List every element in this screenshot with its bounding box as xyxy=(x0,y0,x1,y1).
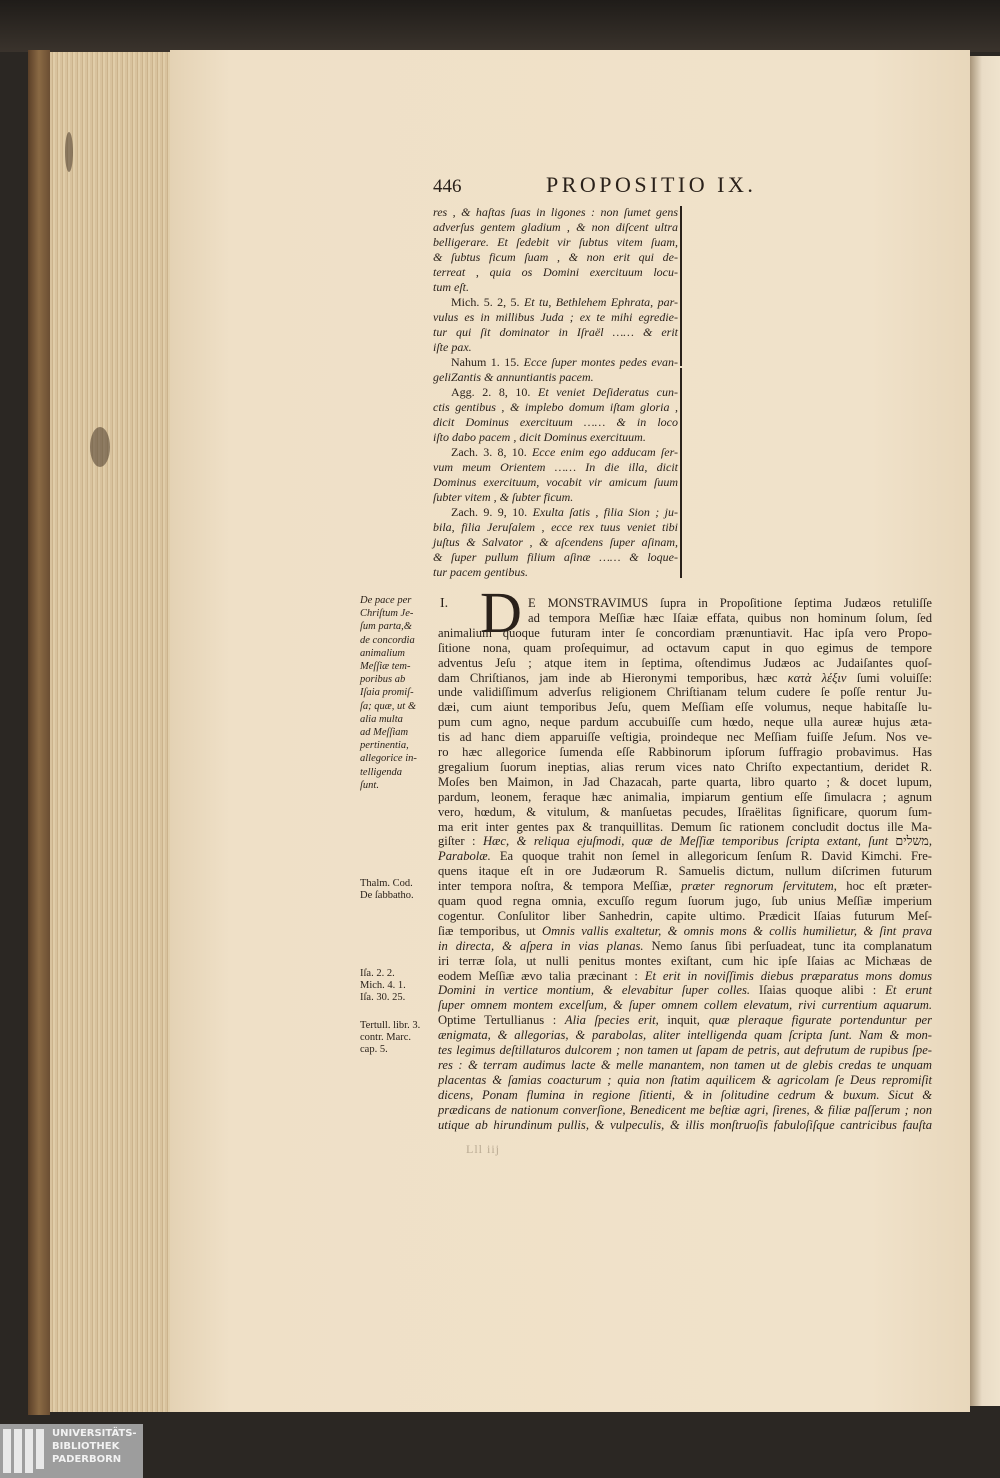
margin-note-line: cap. 5. xyxy=(360,1044,388,1055)
text-line xyxy=(438,834,932,849)
roman-text: ſiæ temporibus, ut xyxy=(438,923,542,938)
roman-text: eodem Meſſiæ ævo talia præcinant : xyxy=(438,968,645,983)
italic-text: iſto dabo pacem , dicit Dominus exercituum. xyxy=(433,430,646,444)
margin-note-line: contr. Marc. xyxy=(360,1032,412,1043)
italic-text: ænigmata, & allegorias, & parabolas, aliter intelligenda quam ſcripta ſunt. Nam & mon- xyxy=(438,1028,932,1043)
facing-page-edge xyxy=(970,56,1000,1406)
margin-note-line: Iſaia promiſ- xyxy=(360,687,414,699)
text-line xyxy=(438,820,932,835)
roman-text: tis ad hanc diem apparuiſſe veſtigia, proindeque nec Meſſiam fuiſſe Jeſum. Nos ve- xyxy=(438,730,932,745)
logo-text: PADERBORN xyxy=(52,1454,122,1465)
margin-note-line: ſa; quæ, ut & xyxy=(360,700,417,712)
text-line xyxy=(433,520,678,535)
text-line xyxy=(438,805,932,820)
text-line xyxy=(438,1118,932,1133)
text-line xyxy=(438,864,932,879)
italic-text: iſte pax. xyxy=(433,340,472,354)
text-line xyxy=(433,340,678,355)
text-line xyxy=(438,760,932,775)
roman-text: Nemo ſanus ſibi perſuadeat, tunc ita complanatum xyxy=(643,938,932,953)
roman-text: dam Chriſtianos, jam inde ab Hieronymi temporibus, hæc xyxy=(438,670,788,685)
roman-text: quam quod regna omnia, excuſſo regum ſuorum jugo, ſub unius Meſſiæ imperium xyxy=(438,894,932,908)
roman-text: gregalium ſuorum ineptias, alias rerum vices nato Chriſto expectantium, deridet R. xyxy=(438,759,932,774)
roman-text: Mich. 5. 2, 5. xyxy=(451,295,524,309)
text-line xyxy=(528,611,932,626)
text-line xyxy=(438,939,932,954)
margin-note-line: ſum parta,& xyxy=(360,621,412,633)
roman-text: Optime Tertullianus : xyxy=(438,1013,565,1028)
roman-text: dæi, cum aiunt temporibus Jeſu, quem Meſſiam eſſe volumus, neque habitaſſe lu- xyxy=(438,700,932,715)
text-line xyxy=(433,235,678,250)
margin-note-line: ſunt. xyxy=(360,779,379,791)
italic-text: Omnis vallis exaltetur, & omnis mons & collis humilietur, & ſint prava xyxy=(541,923,932,938)
text-line xyxy=(438,1013,932,1028)
margin-note-line: animalium xyxy=(360,647,405,659)
text-line xyxy=(433,460,678,475)
roman-text: ſumi voluiſſe: xyxy=(846,670,932,685)
italic-text: dicit Dominus exercituum …… & in loco xyxy=(433,415,678,429)
roman-text: ſitione nona, quam proſequimur, ad octavum caput in quo egimus de tempore xyxy=(438,640,932,655)
text-line xyxy=(438,1043,932,1058)
margin-note-line: De ſabbatho. xyxy=(360,890,414,901)
text-line xyxy=(438,715,932,730)
roman-text: Moſes ben Maimon, in Jad Chazacah, parte quarta, libro quarto ; & docet lupum, xyxy=(438,774,932,789)
text-line xyxy=(438,685,932,700)
text-line xyxy=(438,1088,932,1103)
roman-text: unde validiſſimum adverſus religionem Chriſtianam telum cudere ſe poſſe rentur Ju- xyxy=(438,685,932,700)
text-line xyxy=(433,325,678,340)
italic-text: geliZantis & annuntiantis pacem. xyxy=(433,370,594,384)
roman-text: adventus Jeſu ; atque item in ſeptima, oſtendimus Judæos ac Judaiſantes quoſ- xyxy=(438,655,932,670)
italic-text: ſubter vitem , & ſubter ficum. xyxy=(433,490,574,504)
margin-note-line: poribus ab xyxy=(360,674,406,686)
roman-text: ro hæc allegorice ſumenda eſſe Rabbinorum ipſorum ſuffragio probavimus. Has xyxy=(438,745,932,759)
text-line xyxy=(438,983,932,998)
text-line xyxy=(433,565,678,580)
italic-text: res : & terram audimus lacte & melle manantem, non tamen ut de glebis credas te unquam xyxy=(438,1057,932,1072)
text-line xyxy=(438,924,932,939)
roman-text: משלים, xyxy=(887,834,932,849)
text-line xyxy=(438,656,932,671)
stain xyxy=(65,132,73,172)
italic-text: utique ab hirundinum pullis, & vulpeculis, & illis monſtruoſis fabuloſiſque cantricibus fauſta xyxy=(438,1117,932,1132)
margin-note-line: De pace per xyxy=(360,595,412,606)
margin-note-line: de concordia xyxy=(360,634,415,646)
text-line xyxy=(438,745,932,760)
roman-text: giſter : xyxy=(438,834,483,849)
margin-note-line: Tertull. libr. 3. xyxy=(360,1020,421,1031)
page-number: 446 xyxy=(433,176,462,197)
roman-text: Iſaias quoque alibi : xyxy=(750,983,886,998)
margin-note-line: Meſſiæ tem- xyxy=(360,661,411,672)
roman-text: Zach. 3. 8, 10. xyxy=(451,445,532,459)
text-line xyxy=(433,550,678,565)
margin-note-line: telligenda xyxy=(360,766,402,778)
italic-text: tes legimus deſtillaturos dulcorem ; non tamen ut ſapam de petris, aut defrutum de rupibus ſpe- xyxy=(438,1043,932,1057)
text-line xyxy=(438,671,932,686)
library-logo xyxy=(0,1424,143,1478)
roman-text: quens itaque eſt in ore Judæorum R. Samuelis dictum, nullum diſcrimen futurum xyxy=(438,864,932,879)
text-line xyxy=(433,370,678,385)
text-line xyxy=(438,1073,932,1088)
page-title: PROPOSITIO IX. xyxy=(546,172,757,197)
italic-text: Domini in vertice montium, & elevabitur ſuper colles. xyxy=(438,983,750,998)
margin-note-line: alia multa xyxy=(360,713,403,725)
italic-text: adverſus gentem gladium , & non diſcent ultra xyxy=(433,220,678,234)
roman-text: pum cum agno, neque pardum accubuiſſe cum hœdo, neque ulla aureæ hujus æta- xyxy=(438,715,932,730)
text-line xyxy=(438,1103,932,1118)
section-number: I. xyxy=(440,596,449,611)
italic-text: præter regnorum ſervitutem xyxy=(681,879,834,894)
column-rule xyxy=(680,206,682,366)
text-line xyxy=(438,969,932,984)
italic-text: Parabolæ. xyxy=(438,849,491,864)
margin-note-line: Chriſtum Je- xyxy=(360,608,414,620)
text-line xyxy=(433,220,678,235)
text-line xyxy=(438,849,932,864)
roman-text: E MONSTRAVIMUS ſupra in Propoſitione ſeptima Judæos retuliſſe xyxy=(528,596,932,610)
italic-text: κατὰ λέξιν xyxy=(787,670,847,685)
text-line xyxy=(438,1058,932,1073)
drop-cap: D xyxy=(480,580,522,645)
margin-note-line: Iſa. 2. 2. xyxy=(360,968,395,979)
roman-text: animalium quoque futuram inter ſe concordiam prænuntiavit. Hac ipſa vero Propo- xyxy=(438,625,932,640)
roman-text: , inquit, xyxy=(655,1013,709,1028)
text-line xyxy=(528,596,932,611)
roman-text: ad tempora Meſſiæ hæc Iſaiæ effata, quibus non hominum ſolum, ſed xyxy=(528,610,932,625)
margin-note-line: pertinentia, xyxy=(360,740,409,752)
signature-mark: Lll iij xyxy=(466,1142,500,1156)
margin-note-line: Mich. 4. 1. xyxy=(360,980,406,991)
logo-text: BIBLIOTHEK xyxy=(52,1441,120,1452)
roman-text: Agg. 2. 8, 10. xyxy=(451,385,538,399)
italic-text: Et tu, Bethlehem Ephrata, par- xyxy=(523,295,678,309)
roman-text: inter tempora noſtra, & tempora Meſſiæ, xyxy=(438,879,682,894)
roman-text: pardum, leonem, feraque hæc animalia, impiarum gentium eſſe ſimulacra ; agnum xyxy=(438,789,932,804)
text-line xyxy=(433,205,678,220)
text-line xyxy=(433,490,678,505)
italic-text: vum meum Orientem …… In die illa, dicit xyxy=(433,460,678,474)
margin-note-line: Iſa. 30. 25. xyxy=(360,992,406,1003)
text-line xyxy=(438,909,932,924)
text-line xyxy=(433,535,678,550)
italic-text: Ecce ſuper montes pedes evan- xyxy=(523,355,678,369)
italic-text: & ſuper pullum filium aſinæ …… & loque- xyxy=(433,550,678,564)
italic-text: & ſubtus ficum ſuam , & non erit qui de- xyxy=(433,250,678,264)
italic-text: tum eſt. xyxy=(433,280,469,294)
text-line xyxy=(438,700,932,715)
text-line xyxy=(433,265,678,280)
italic-text: Dominus exercituum, vocabit vir amicum ſuum xyxy=(433,475,678,489)
italic-text: quæ pleraque figurate portenduntur per xyxy=(708,1013,932,1028)
italic-text: Alia ſpecies erit xyxy=(564,1013,656,1028)
italic-text: dicens, Ponam flumina in regione ſitienti, & in ſolitudine cedrum & buxum. Sicut & xyxy=(438,1087,932,1102)
margin-note-line: Thalm. Cod. xyxy=(360,878,413,889)
italic-text: Exulta ſatis , filia Sion ; ju- xyxy=(532,505,678,519)
roman-text: vero, hœdum, & vitulum, & manſuetas pecudes, Iſraëlitas ſignificare, quorum ſum- xyxy=(438,804,932,819)
column-rule xyxy=(680,368,682,578)
roman-text: Zach. 9. 9, 10. xyxy=(451,505,533,519)
text-line xyxy=(433,250,678,265)
text-line xyxy=(438,1028,932,1043)
page-edges xyxy=(50,52,172,1412)
italic-text: juſtus & Salvator , & aſcendens ſuper aſinam, xyxy=(433,535,678,549)
text-line xyxy=(438,626,932,641)
text-line xyxy=(438,998,932,1013)
roman-text: cogentur. Conſulitor liber Sanhedrin, capite ultimo. Prædicit Iſaias futurum Meſ- xyxy=(438,908,932,923)
italic-text: terreat , quia os Domini exercituum locu- xyxy=(433,265,678,279)
margin-note-line: ad Meſſiam xyxy=(360,727,409,738)
roman-text: Nahum 1. 15. xyxy=(451,355,524,369)
text-line xyxy=(438,730,932,745)
text-line xyxy=(433,400,678,415)
text-line xyxy=(451,295,678,310)
italic-text: belligerare. Et ſedebit vir ſubtus vitem ſuam, xyxy=(433,235,678,249)
italic-text: vulus es in millibus Juda ; ex te mihi egredie- xyxy=(433,310,678,324)
text-line xyxy=(433,430,678,445)
italic-text: prædicans de nationum converſione, Benedicent me beſtiæ agri, ſirenes, & filiæ paſſerum ; non xyxy=(438,1102,932,1117)
book-cover-top xyxy=(0,0,1000,52)
text-line xyxy=(438,954,932,969)
margin-note-line: allegorice in- xyxy=(360,753,417,765)
stain xyxy=(90,427,110,467)
text-line xyxy=(433,280,678,295)
book-spine xyxy=(28,50,50,1415)
italic-text: placentas & ſamias coacturum ; quia non ſtatim aquilicem & agricolam ſe Deus repromiſit xyxy=(438,1072,932,1087)
text-line xyxy=(438,775,932,790)
italic-text: Ecce enim ego adducam ſer- xyxy=(531,445,678,459)
roman-text: Ea quoque trahit non ſemel in allegoricum ſenſum R. David Kimchi. Fre- xyxy=(490,849,932,864)
text-line xyxy=(438,894,932,909)
italic-text: Et erunt xyxy=(885,983,932,998)
roman-text: ma erit inter gentes pax & tranquillitas. Demum ſic rationem concludit doctus ille Ma- xyxy=(438,819,932,834)
text-line xyxy=(433,475,678,490)
roman-text: iri terræ ſola, ut nulli penitus montes exiſtant, cum hic ipſe Iſaias ac Michæas de xyxy=(438,953,932,968)
text-line xyxy=(451,505,678,520)
italic-text: bila, filia Jeruſalem , ecce rex tuus veniet tibi xyxy=(433,520,678,534)
italic-text: in directa, & aſpera in vias planas. xyxy=(438,938,644,953)
logo-text: UNIVERSITÄTS- xyxy=(52,1428,137,1439)
italic-text: res , & haſtas ſuas in ligones : non ſumet gens xyxy=(433,205,678,219)
italic-text: ſuper omnem montem excelſum, & ſuper omnem collem elevatum, rivi currentium aquarum. xyxy=(438,998,932,1013)
italic-text: Hæc, & reliqua ejuſmodi, quæ de Meſſiæ temporibus ſcripta extant, ſunt xyxy=(482,834,888,849)
italic-text: tur pacem gentibus. xyxy=(433,565,528,579)
text-line xyxy=(451,445,678,460)
text-line xyxy=(451,385,678,400)
text-line xyxy=(433,415,678,430)
text-line xyxy=(451,355,678,370)
text-line xyxy=(438,641,932,656)
text-line xyxy=(438,790,932,805)
italic-text: ctis gentibus , & implebo domum iſtam gloria , xyxy=(433,400,678,414)
italic-text: Et erit in noviſſimis diebus præparatus mons domus xyxy=(644,968,932,983)
text-line xyxy=(433,310,678,325)
text-line xyxy=(438,879,932,894)
roman-text: , hoc eſt præter- xyxy=(833,879,932,894)
italic-text: Et veniet Deſideratus cun- xyxy=(537,385,679,399)
italic-text: tur qui ſit dominator in Iſraël …… & erit xyxy=(433,325,678,339)
